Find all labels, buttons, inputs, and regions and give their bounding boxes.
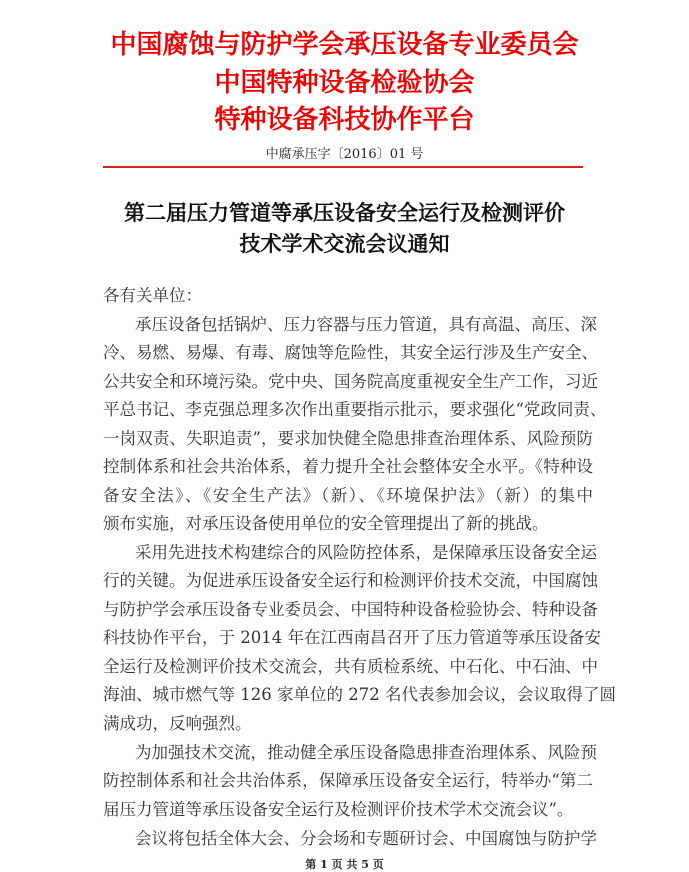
document-number: 中腐承压字〔2016〕01 号 [265, 147, 424, 162]
body-line: 届压力管道等承压设备安全运行及检测评价技术学术交流会议”。 [103, 800, 574, 819]
document-title: 第二届压力管道等承压设备安全运行及检测评价 [124, 200, 565, 225]
page-footer: 第 1 页 共 5 页 [305, 858, 384, 871]
body-line: 公共安全和环境污染。党中央、国务院高度重视安全生产工作，习近 [103, 372, 598, 391]
issuer-name: 中国腐蚀与防护学会承压设备专业委员会 [110, 30, 579, 60]
body-line: 防控制体系和社会共治体系，保障承压设备安全运行，特举办“第二 [103, 771, 593, 790]
body-line: 海油、城市燃气等 126 家单位的 272 名代表参加会议，会议取得了圆 [103, 685, 616, 704]
body-line: 科技协作平台，于 2014 年在江西南昌召开了压力管道等承压设备安 [103, 628, 601, 647]
body-line: 为加强技术交流，推动健全承压设备隐患排查治理体系、风险预 [135, 743, 597, 762]
document-title: 技术学术交流会议通知 [239, 231, 450, 256]
body-line: 平总书记、李克强总理多次作出重要指示批示，要求强化“党政同责、 [103, 400, 607, 419]
issuer-name: 中国特种设备检验协会 [214, 68, 475, 98]
body-line: 会议将包括全体大会、分会场和专题研讨会、中国腐蚀与防护学 [135, 829, 597, 848]
header-divider [103, 166, 583, 168]
body-line: 满成功，反响强烈。 [103, 714, 252, 733]
issuer-name: 特种设备科技协作平台 [214, 105, 475, 135]
body-line: 承压设备包括锅炉、压力容器与压力管道，具有高温、高压、深 [135, 315, 597, 334]
body-line: 行的关键。为促进承压设备安全运行和检测评价技术交流，中国腐蚀 [103, 571, 598, 590]
salutation: 各有关单位： [103, 286, 202, 305]
body-line: 冷、易燃、易爆、有毒、腐蚀等危险性，其安全运行涉及生产安全、 [103, 343, 598, 362]
body-line: 与防护学会承压设备专业委员会、中国特种设备检验协会、特种设备 [103, 600, 598, 619]
body-line: 备安全法》、《安全生产法》（新）、《环境保护法》（新）的集中 [103, 486, 593, 505]
body-line: 控制体系和社会共治体系，着力提升全社会整体安全水平。《特种设 [103, 457, 593, 476]
body-line: 颁布实施，对承压设备使用单位的安全管理提出了新的挑战。 [103, 514, 549, 533]
body-line: 一岗双责、失职追责”，要求加快健全隐患排查治理体系、风险预防 [103, 429, 593, 448]
body-line: 全运行及检测评价技术交流会，共有质检系统、中石化、中石油、中 [103, 657, 598, 676]
body-line: 采用先进技术构建综合的风险防控体系，是保障承压设备安全运 [135, 543, 597, 562]
